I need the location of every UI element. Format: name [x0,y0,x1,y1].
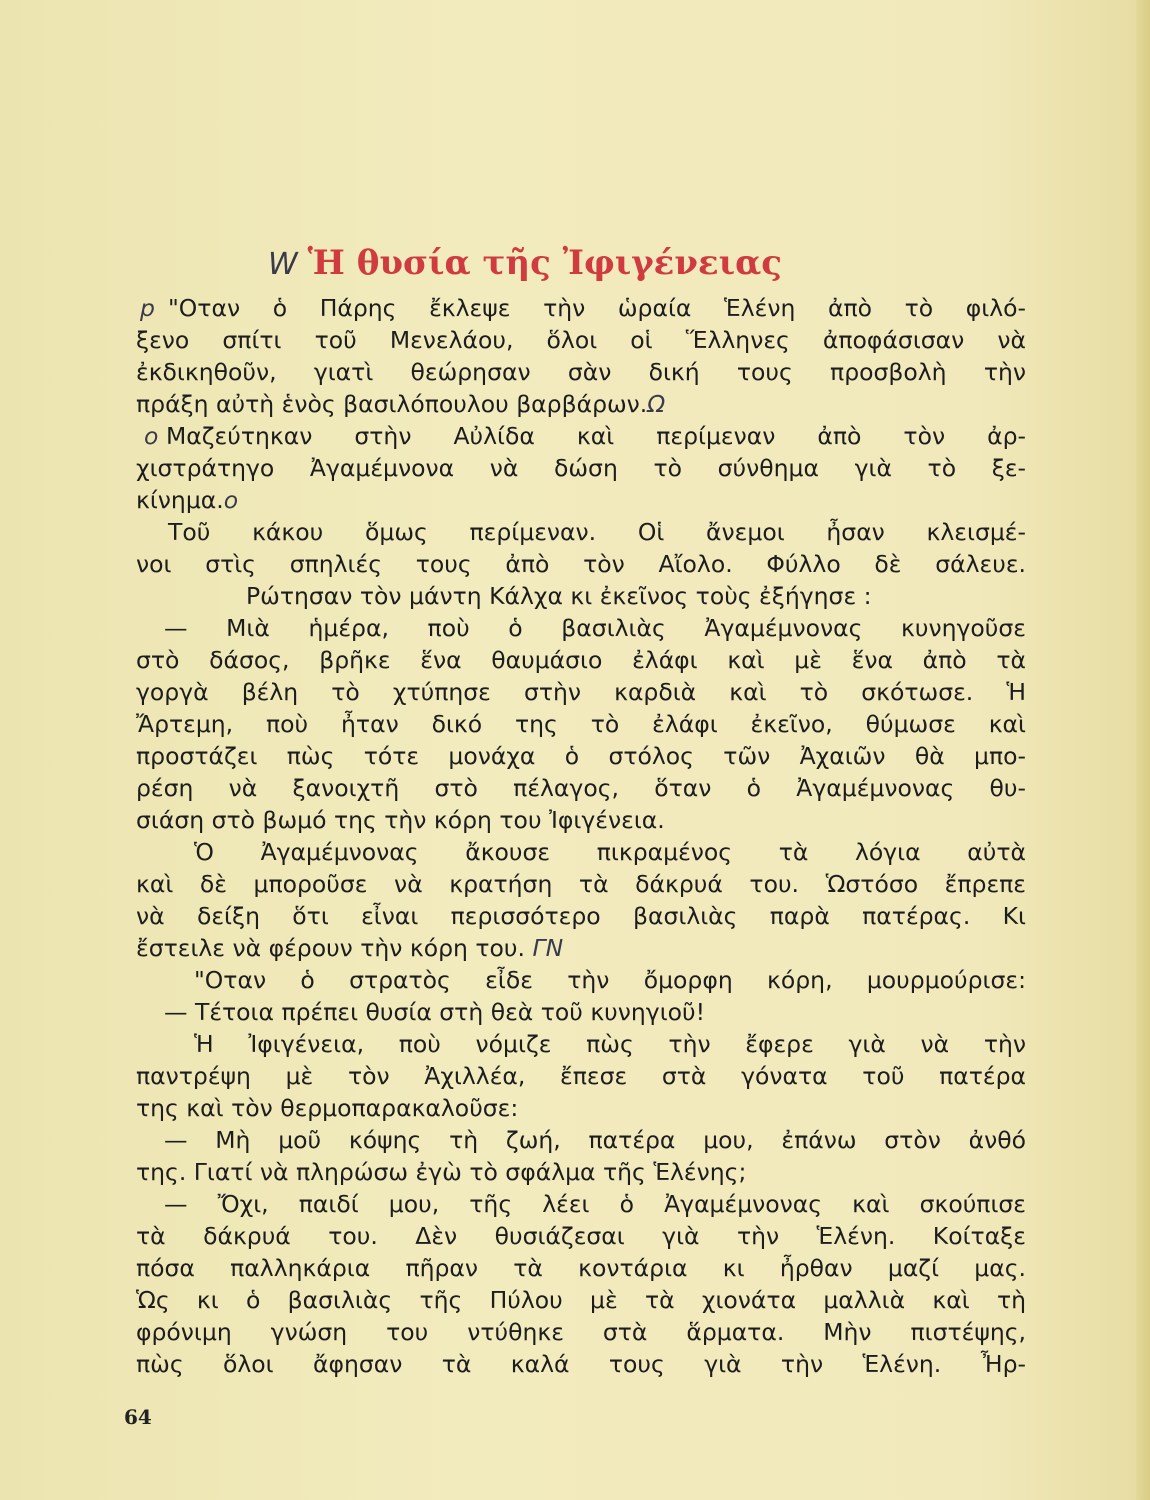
text-line: ἔστειλε νὰ φέρουν τὴν κόρη του. ΓΝ [136,934,564,962]
text-line: στὸ δάσος, βρῆκε ἕνα θαυμάσιο ἐλάφι καὶ μὲ ἕνα ἀπὸ τὰ [136,646,1026,674]
text-line: πράξη αὐτὴ ἑνὸς βασιλόπουλου βαρβάρων.Ω [136,390,666,418]
text-line: νὰ δείξη ὅτι εἶναι περισσότερο βασιλιὰς παρὰ πατέρας. Κι [136,902,1026,930]
text-line: πόσα παλληκάρια πῆραν τὰ κοντάρια κι ἦρθαν μαζί μας. [136,1254,1026,1282]
margin-mark: Ω [647,390,666,418]
text-line: τὰ δάκρυά του. Δὲν θυσιάζεσαι γιὰ τὴν Ἑλένη. Κοίταξε [136,1222,1026,1250]
text-line: — Ὄχι, παιδί μου, τῆς λέει ὁ Ἀγαμέμνονας καὶ σκούπισε [164,1190,1026,1218]
text-line: φρόνιμη γνώση του ντύθηκε στὰ ἅρματα. Μὴν πιστέψης, [136,1318,1026,1346]
margin-mark: ΓΝ [532,934,564,962]
chapter-title-text: Ἡ θυσία τῆς Ἰφιγένειας [307,243,782,283]
text-line: γοργὰ βέλη τὸ χτύπησε στὴν καρδιὰ καὶ τὸ σκότωσε. Ἡ [136,678,1026,706]
text-line: νοι στὶς σπηλιές τους ἀπὸ τὸν Αἴολο. Φύλλο δὲ σάλευε. [136,550,1026,578]
text-line: ξενο σπίτι τοῦ Μενελάου, ὅλοι οἱ Ἕλληνες ἀποφάσισαν νὰ [136,326,1026,354]
text-line: Ἄρτεμη, ποὺ ἦταν δικό της τὸ ἐλάφι ἐκεῖνο, θύμωσε καὶ [136,710,1026,738]
page-number: 64 [124,1405,152,1429]
margin-mark: ο [144,422,159,450]
chapter-title [268,238,888,288]
text-line: προστάζει πὼς τότε μονάχα ὁ στόλος τῶν Ἀχαιῶν θὰ μπο- [136,742,1026,770]
text-line: Ὁ Ἀγαμέμνονας ἄκουσε πικραμένος τὰ λόγια αὐτὰ [194,838,1026,866]
text-line: κίνημα.ο [136,486,239,514]
text-line: Ρώτησαν τὸν μάντη Κάλχα κι ἐκεῖνος τοὺς ἐξήγησε : [246,582,872,610]
text-line: της. Γιατί νὰ πληρώσω ἐγὼ τὸ σφάλμα τῆς Ἑλένης; [136,1158,747,1186]
text-line: "Οταν ὁ στρατὸς εἶδε τὴν ὄμορφη κόρη, μουρμούρισε: [194,966,1026,994]
text-line: καὶ δὲ μποροῦσε νὰ κρατήση τὰ δάκρυά του. Ὡστόσο ἔπρεπε [136,870,1026,898]
text-line: ἐκδικηθοῦν, γιατὶ θεώρησαν σὰν δική τους προσβολὴ τὴν [136,358,1026,386]
text-line: πὼς ὅλοι ἄφησαν τὰ καλά τους γιὰ τὴν Ἑλένη. Ἦρ- [136,1350,1026,1378]
margin-mark: ο [223,486,239,514]
text-line: παντρέψη μὲ τὸν Ἀχιλλέα, ἔπεσε στὰ γόνατα τοῦ πατέρα [136,1062,1026,1090]
text-line: ο Μαζεύτηκαν στὴν Αὐλίδα καὶ περίμεναν ἀπὸ τὸν ἀρ- [166,419,1026,453]
text-line: Ἡ Ἰφιγένεια, ποὺ νόμιζε πὼς τὴν ἔφερε γιὰ νὰ τὴν [194,1030,1026,1058]
text-line: — Τέτοια πρέπει θυσία στὴ θεὰ τοῦ κυνηγιοῦ! [164,998,706,1026]
text-line: p "Οταν ὁ Πάρης ἔκλεψε τὴν ὡραία Ἑλένη ἀπὸ τὸ φιλό- [168,291,1026,325]
margin-mark: p [140,294,155,322]
handwritten-mark: W [268,247,298,282]
text-line: σιάση στὸ βωμό της τὴν κόρη του Ἰφιγένεια. [136,806,665,834]
page-edge [1136,0,1150,1500]
text-line: — Μιὰ ἡμέρα, ποὺ ὁ βασιλιὰς Ἀγαμέμνονας κυνηγοῦσε [164,614,1026,642]
text-line: της καὶ τὸν θερμοπαρακαλοῦσε: [136,1094,519,1122]
text-line: Ὡς κι ὁ βασιλιὰς τῆς Πύλου μὲ τὰ χιονάτα μαλλιὰ καὶ τὴ [136,1286,1026,1314]
text-line: ρέση νὰ ξανοιχτῆ στὸ πέλαγος, ὅταν ὁ Ἀγαμέμνονας θυ- [136,774,1026,802]
text-line: Τοῦ κάκου ὅμως περίμεναν. Οἱ ἄνεμοι ἦσαν κλεισμέ- [168,518,1026,546]
text-line: χιστράτηγο Ἀγαμέμνονα νὰ δώση τὸ σύνθημα γιὰ τὸ ξε- [136,454,1026,482]
text-line: — Μὴ μοῦ κόψης τὴ ζωή, πατέρα μου, ἐπάνω στὸν ἀνθό [164,1126,1026,1154]
